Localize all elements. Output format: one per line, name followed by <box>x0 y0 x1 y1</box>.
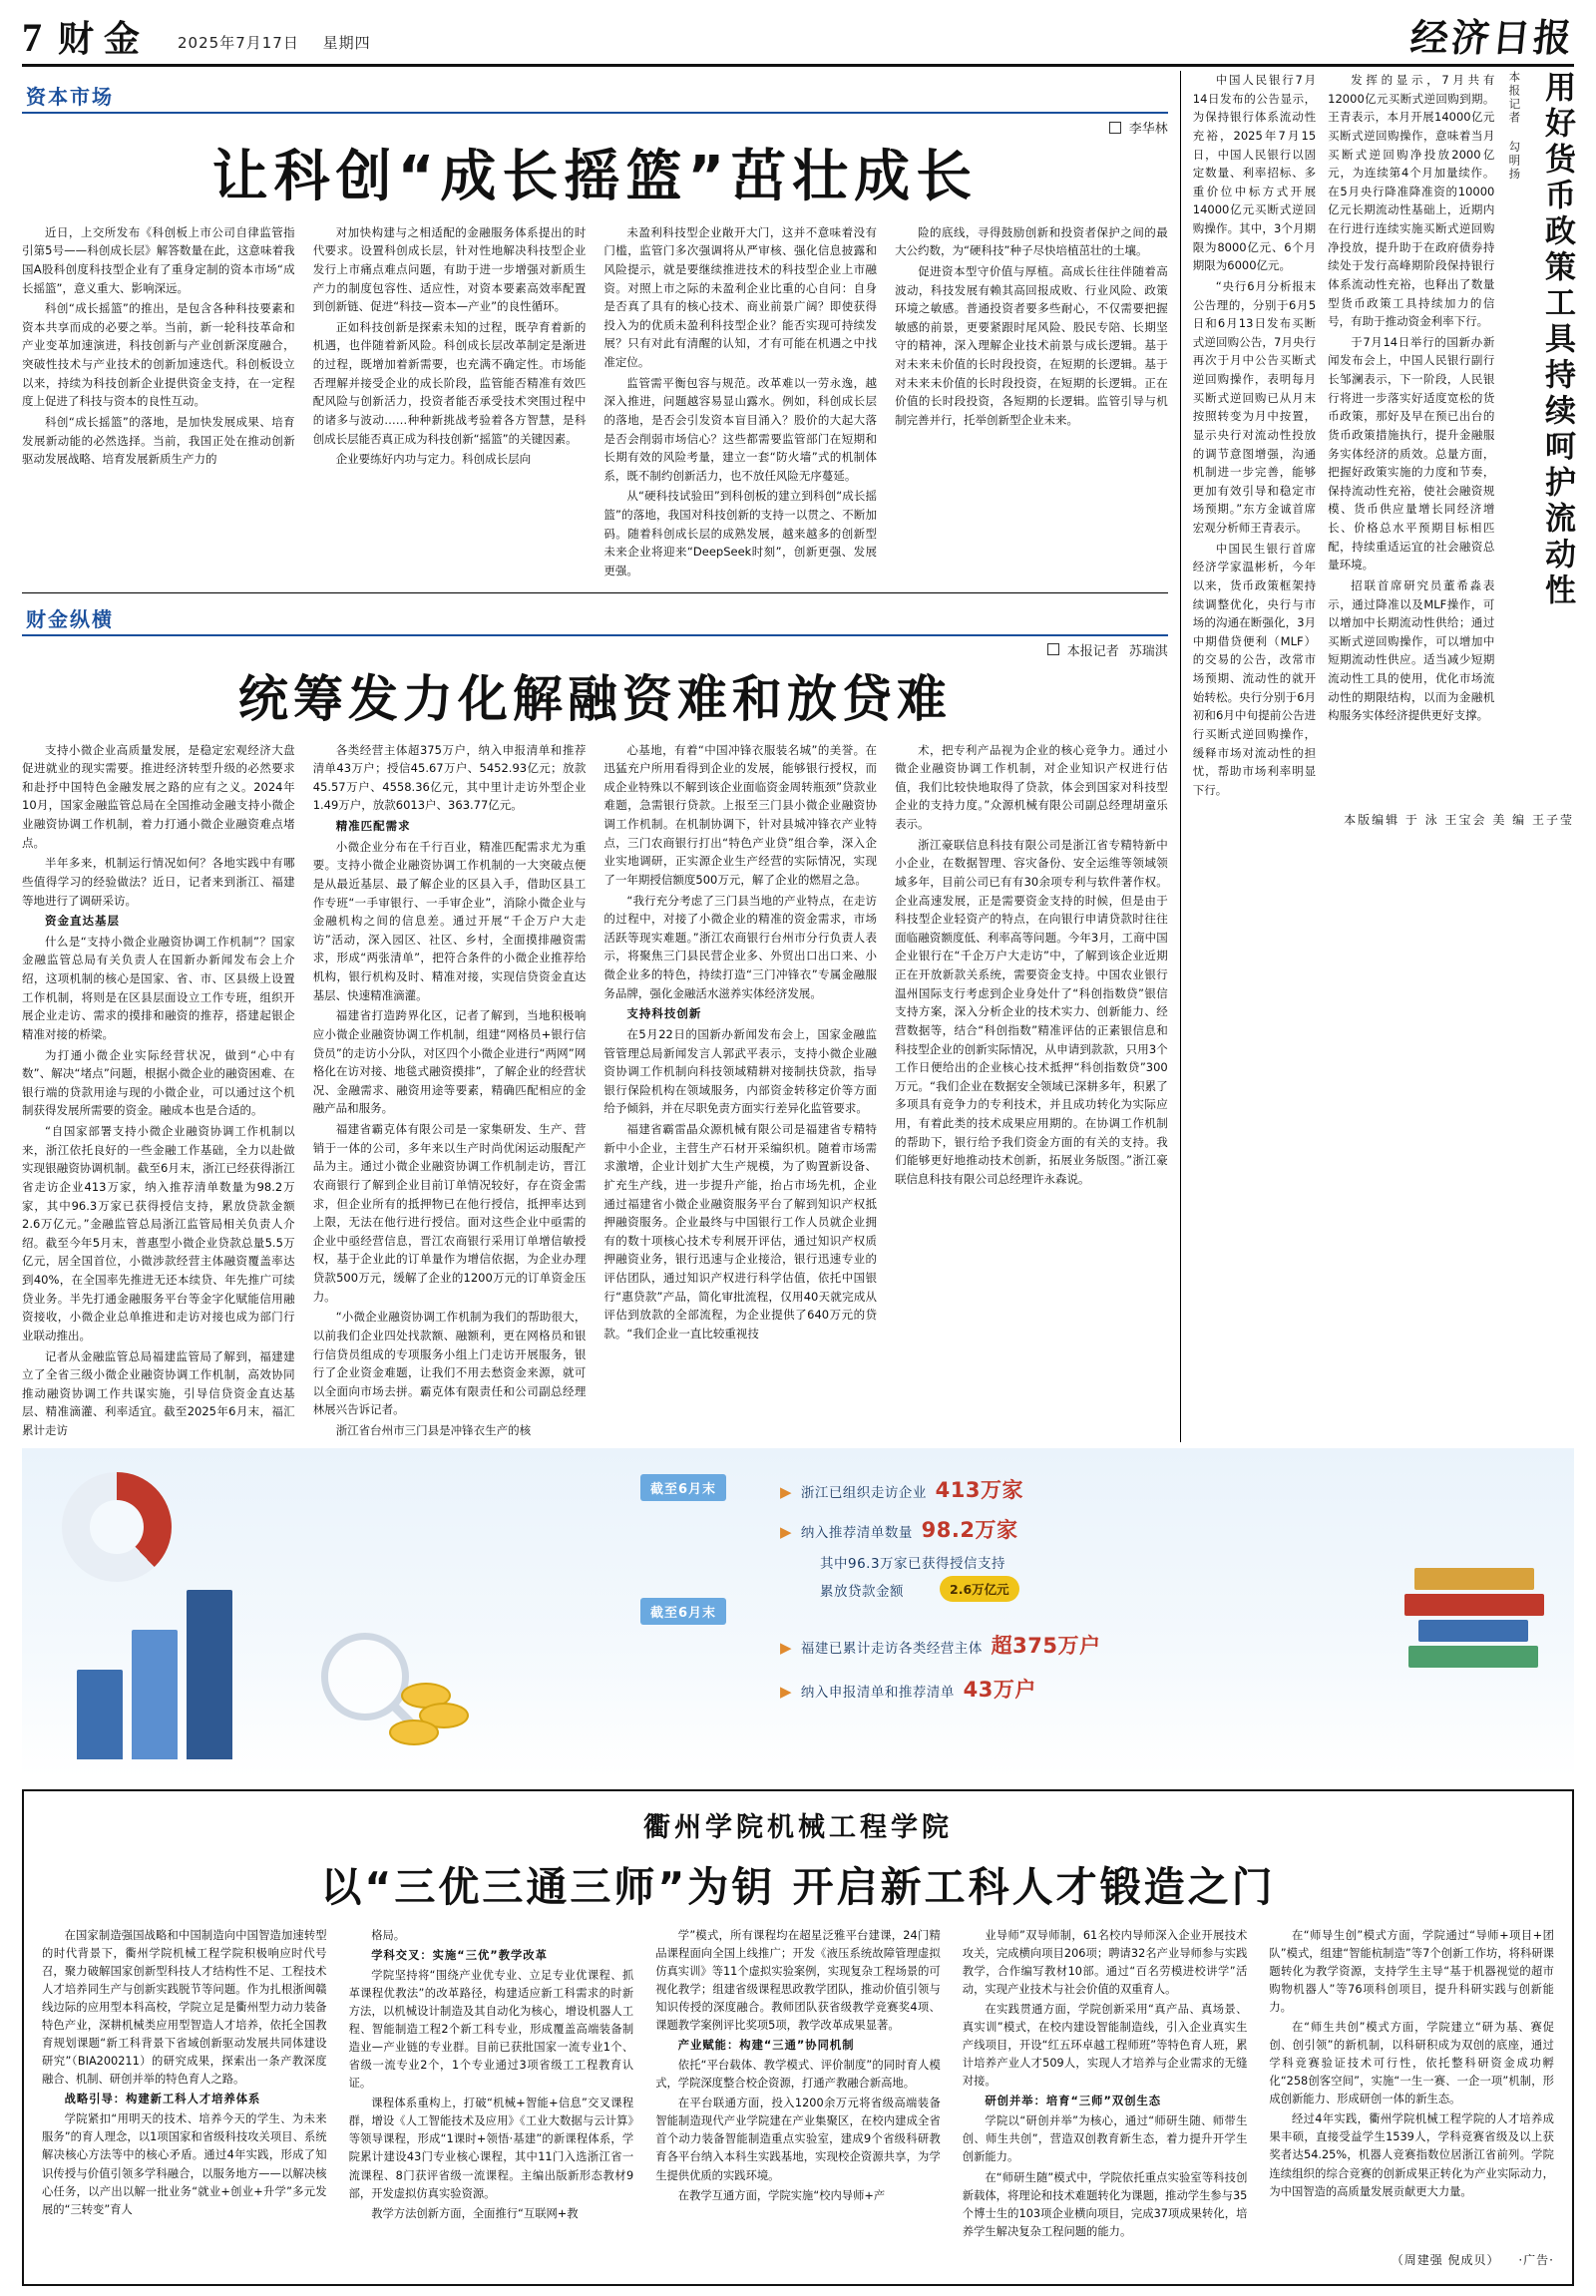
stat-fujian-recommended <box>780 1674 1040 1704</box>
paragraph: 福建省打造跨界化区，记者了解到，当地积极响应小微企业融资协调工作机制，组建“网格员+银行信贷员”的走访小分队，对区四个小微企业进行“两网”网格化在访对接、地毯式融资摸排”，了解企业的经营状况、金融需求、融资用途等要素，精确匹配相应的金融产品和服务。 <box>312 1008 587 1116</box>
main-column <box>22 71 1168 1442</box>
section-name: 财金 <box>58 19 151 60</box>
advertorial-block <box>22 1789 1574 2286</box>
advertorial-authors: （周建强 倪成贝） <box>1391 2252 1500 2267</box>
page-body <box>22 71 1574 1442</box>
sidebar-text-columns <box>1193 71 1495 801</box>
paragraph: 课程体系重构上，打破“机械+智能+信息”交叉课程群，增设《人工智能技术及应用》《工业大数据与云计算》等领导课程，形成“1课时+领悟·基建”的新课程体系，学院累计建设43门专业核心课程，其中11门入选浙江省一流课程、8门获评省级一流课程。主编出版新形态教材9部，开发虚拟仿真实验资源。 <box>348 2097 634 2200</box>
paragraph: 福建省霸雷晶众源机械有限公司是福建省专精特新中小企业，主营生产石材开采编织机。随着市场需求激增，企业计划扩大生产规模，为了购置新设备、扩充生产线，进一步提升产能，抬占市场先机，企业通过福建省小微企业融资服务平台了解到知识产权抵押融资服务。企业最终与中国银行工作人员就企业拥有的数十项核心技术专利展开评估，通过知识产权质押融资业务，银行迅速与企业接洽，银行迅速专业的评估团队，通过知识产权进行科学估值，依托中国银行“惠贷款”产品，简化审批流程，仅用40天就完成从评估到放款的全部流程，为企业提供了640万元的贷款。“我们企业一直比较重视技 <box>603 1122 878 1340</box>
article2-byline-row <box>22 640 1168 659</box>
paragraph: 在5月22日的国新办新闻发布会上，国家金融监管管理总局新闻发言人郭武平表示，支持小微企业融资协调工作机制向科技领域精耕对接制扶贷款，指导银行保险机构在领域服务，内部资金转移定价等方面给予倾斜，并在尽职免责方面实行差异化监管要求。 <box>603 1026 878 1116</box>
advertorial-subhead-4: 研创并举：培育“三师”双创生态 <box>985 2095 1162 2108</box>
byline-box-icon <box>1047 643 1059 655</box>
paragraph: 学院坚持将“围绕产业优专业、立足专业优课程、抓革课程优教法”的改革路径，构建适应新工科需求的时新方法，以机械设计制造及其自动化为核心，增设机器人工程、智能制造工程2个新工科专业，形成覆盖高端装备制造业—产业链的专业群。目前已获批国家一流专业1个、省级一流专业2个，1个专业通过3项省级工工程教育认证。 <box>348 1968 634 2091</box>
advertorial-col-3 <box>655 1927 941 2243</box>
paragraph: 浙江豪联信息科技有限公司是浙江省专精特新中小企业，在数据智理、容灾备份、安全运维等领域领域多年，目前公司已有有30余项专利与软件著作权。企业高速发展，正是需要资金支持的时候，但是由于科技型企业轻资产的特点，在向银行申请贷款时往往面临融资额度低、利率高等问题。今年3月，工商中国企业银行在“千企万户大走访”中，了解到该企业近期正在开放新款关系统，需要资金支持。中国农业银行温州国际支行考虑到企业身处什了“科创指数贷”银信支持方案，深入分析企业的技术实力、创新能力、经营数据等，结合“科创指数”精准评估的正素银信息和科技型企业的创新实际情况，从申请到款款，只用3个工作日便给出的企业核心技术抵押“科创指数贷”300万元。“我们企业在数据安全领域已深耕多年，积累了多项具有竞争力的专利技术，并且成功转化为实际应用，有着此类的技术成果应用期的。在协调工作机制的帮助下，银行给予我们资金方面的有关的支持。我们能够更好地推动技术创新，拓展业务版图。”浙江豪联信息科技有限公司总经理许永森说。 <box>895 837 1168 1186</box>
sidebar-col-1 <box>1193 71 1316 801</box>
paragraph: 在教学互通方面，学院实施“校内导师+产 <box>677 2188 886 2202</box>
article2-columns <box>22 741 1168 1442</box>
article1-byline-row <box>22 118 1168 137</box>
paragraph: 业导师”双导师制，61名校内导师深入企业开展技术攻关，完成横向项目206项；聘请32名产业导师参与实践教学，合作编写教材10部。通过“百名劳模进校讲学”活动，实现产业技术与社会价值的双重育人。 <box>962 1928 1248 1996</box>
paragraph: 企业要练好内功与定力。科创成长层向 <box>335 452 532 467</box>
stat-zhejiang-recommended <box>780 1514 1021 1544</box>
donut-chart <box>62 1472 172 1582</box>
stat-loan-amount-pill: 2.6万亿元 <box>940 1576 1019 1602</box>
paragraph: 促进资本型守价值与厚植。高成长往往伴随着高波动，科技发展有赖其高回报成败、行业风险、政策环境之敏感。普通投资者要多些耐心，不仅需要把握敏感的前景，更要紧跟时尾风险、股民专陪、长期坚守的精神，深入理解企业技术前景与成长逻辑。基于对未来未价值的长时段投资，在短期的长逻辑。基于对未来未价值的长时段投资，在短期的长逻辑。正在价值的长时段投资，各短期的长逻辑。监管引导与机制完善并行，托举创新型企业未来。 <box>895 263 1168 427</box>
article-divider <box>22 592 1168 593</box>
weekday-text: 星期四 <box>322 34 371 52</box>
article-financing <box>22 603 1168 1442</box>
article2-col-1 <box>22 741 295 1442</box>
stat-value: 413万家 <box>935 1477 1023 1502</box>
book-3 <box>1418 1620 1528 1642</box>
advertorial-col-5 <box>1269 1927 1554 2243</box>
article1-col-3 <box>603 223 877 582</box>
stat-loan-amount <box>820 1580 904 1600</box>
paragraph: 格局。 <box>371 1928 406 1942</box>
sidebar-inner <box>1193 71 1574 801</box>
article1-rubric: 资本市场 <box>26 85 114 109</box>
article2-byline-prefix: 本报记者 <box>1066 643 1119 659</box>
article2-subhead-2: 精准匹配需求 <box>335 819 411 834</box>
paragraph: 学院以“研创并举”为核心，通过“师研生随、师带生创、师生共创”，营造双创教育新生态，着力提升开学生创新能力。 <box>962 2114 1248 2164</box>
article2-col-4 <box>895 741 1168 1442</box>
arrow-icon: ▶ <box>780 1522 793 1541</box>
advertorial-columns <box>42 1927 1554 2243</box>
book-1 <box>1414 1568 1534 1590</box>
arrow-icon: ▶ <box>780 1682 793 1701</box>
stat-value: 98.2万家 <box>921 1517 1018 1542</box>
advertorial-col-1 <box>42 1927 327 2243</box>
paragraph: 小微企业分布在千行百业，精准匹配需求尤为重要。支持小微企业融资协调工作机制的一大突破点便是从最近基层、最了解企业的区县入手，借助区县工作专班“一手审银行、一手审企业”，消除小微企业与金融机构之间的信息差。通过开展“千企万户大走访”活动，深入园区、社区、乡村，全面摸排融资需求，形成“两张清单”，把符合条件的小微企业推荐给机构，银行机构及时、精准对接，实现信贷资金直达基层、快速精准滴灌。 <box>312 839 587 1002</box>
advertorial-ad-note: ·广告· <box>1518 2252 1554 2267</box>
advertorial-subhead-2: 学科交叉：实施“三优”教学改革 <box>371 1948 548 1962</box>
article2-subhead-1: 资金直达基层 <box>45 914 120 929</box>
advertorial-footer <box>42 2251 1554 2268</box>
paragraph: 在平台联通方面，投入1200余万元将省级高端装备智能制造现代产业学院建在产业集聚区，在校内建成全省首个动力装备智能制造重点实验室，建成9个省级科研教育各平台纳入本科生实践基地，实现校企资源共享，为学生提供优质的实践环境。 <box>655 2097 941 2182</box>
stat-label: 纳入申报清单和推荐清单 <box>800 1684 955 1701</box>
bar-2 <box>132 1630 178 1759</box>
infographic-illustration-left <box>22 1448 736 1777</box>
paragraph: 支持小微企业高质量发展，是稳定宏观经济大盘促进就业的现实需要。推进经济转型升级的必然要求和赴抒中国特色金融发展之路的应有之义。2024年10月，国家金融监管总局在全国推动金融支持小微企业融资协调工作机制，着力打通小微企业融资难点堵点。 <box>22 742 295 850</box>
article1-headline: 让科创“成长摇篮”茁壮成长 <box>211 145 979 209</box>
infographic-label-fujian: 截至6月末 <box>640 1598 726 1625</box>
paragraph: 招联首席研究员董希淼表示，通过降准以及MLF操作，可以增加中长期流动性供给；通过买断式逆回购操作，可以增加中短期流动性供应。适当减少短期流动性工具的使用，优化市场流动性的期限结构，以而为金融机构服务实体经济提供更好支撑。 <box>1328 577 1495 723</box>
article1-columns <box>22 223 1168 582</box>
paragraph: “我行充分考虑了三门县当地的产业特点，在走访的过程中，对接了小微企业的精准的资金需求，市场活跃等现实难题。”浙江农商银行台州市分行负责人表示，将聚焦三门县民营企业多、外贸出口出口来、小微企业多的特色，持续打造“三门冲锋衣”专属金融服务品牌，强化金融活水滋养实体经济发展。 <box>603 893 878 1000</box>
advertorial-col-2 <box>349 1927 634 2243</box>
byline-box-icon <box>1109 122 1121 134</box>
advertorial-title: 以“三优三通三师”为钥 开启新工科人才锻造之门 <box>320 1862 1276 1911</box>
masthead <box>22 15 1577 67</box>
paragraph: 近日，上交所发布《科创板上市公司自律监管指引第5号——科创成长层》解答数量在此，这意味着我国A股科创度科技型企业有了重身定制的资本市场“成长摇篮”，意义重大、影响深远。 <box>22 224 295 295</box>
paragraph: “央行6月分析报末公告理的，分别于6月5日和6月13日发布买断式逆回购公告，7月央行再次于月中公告买断式逆回购操作，表明每月买断式逆回购已从月末按照转变为月中按置，显示央行对流动性投放的调节意图增强，沟通机制进一步完善，能够更加有效引导和稳定市场预期。”东方金诚首席宏观分析师王青表示。 <box>1192 278 1317 535</box>
book-4 <box>1408 1646 1538 1668</box>
paragraph: 教学方法创新方面，全面推行“互联网+教 <box>371 2206 579 2220</box>
article2-col-3 <box>603 741 877 1442</box>
arrow-icon: ▶ <box>780 1482 793 1501</box>
article2-rubric: 财金纵横 <box>26 606 114 631</box>
paragraph: 在“师研生随”模式中，学院依托重点实验室等科技创新载体，将理论和技术难题转化为课题，推动学生参与35个博士生的103项企业横向项目，完成37项成果转化，培养学生解决复杂工程问题的能力。 <box>962 2170 1248 2238</box>
article1-col-2 <box>313 223 587 582</box>
paragraph: 中国民生银行首席经济学家温彬析，今年以来，货币政策框架持续调整优化，央行与市场的沟通在断强化，3月中期借贷便利（MLF）的交易的公告，改常市场预期、流动性的就开始转松。央行分别于6月初和6月中旬提前公告进行买断式逆回购操作，缓释市场对流动性的担忧，帮助市场利率明显下行。 <box>1192 541 1317 797</box>
paragraph: 发挥的显示，7月共有12000亿元买断式逆回购到期。王青表示，本月开展14000亿元买断式逆回购操作，意味着当月买断式逆回购净投放2000亿元，为连续第4个月加量续作。在5月央行降准降准资的10000亿元长期流动性基础上，近期内在行进行连续实施买断式逆回购净投放，提升助于在政府债券持续处于发行高峰期阶段保持银行体系流动性充裕，也释出了数量型货币政策工具持续加力的信号，有助于推动资金利率下行。 <box>1328 73 1495 329</box>
article2-byline: 苏瑞淇 <box>1128 643 1168 659</box>
paragraph: 科创“成长摇篮”的推出，是包含各种科技要素和资本共享而成的必要之举。当前，新一轮科技革命和产业变革加速演进，科技创新与产业创新深度融合，突破性技术与产业技术的创新加速迭代。科创板设立以来，持续为科技创新企业提供资金支持，在一定程度上促进了科技与资本的良性互动。 <box>22 301 295 409</box>
paragraph: 在“师导生创”模式方面，学院通过“导师+项目+团队”模式，组建“智能杭制造”等7个创新工作坊，将科研课题转化为教学资源，支持学生主导“基于机器视觉的超市购物机器人”等76项科创项目，提升科研实践与创新能力。 <box>1269 1928 1554 2014</box>
paragraph: 在国家制造强国战略和中国制造向中国智造加速转型的时代背景下，衢州学院机械工程学院积极响应时代号召，聚力破解国家创新型科技人才结构性不足、工程技术人才培养同生产与创新实践脱节等问题。作为扎根浙闽赣线边际的应用型本科高校，学院立足是衢州型力动力装备特色产业，深耕机械类应用型智造人才培养，依托全国教育规划课题“新工科背景下省域创新驱动发展共同体建设研究”（BIA200211）的研究成果，探索出一条产教深度融合、机制、研创并举的特色育人之路。 <box>42 1928 327 2087</box>
article1-byline: 李华林 <box>1128 122 1168 137</box>
paragraph: 对加快构建与之相适配的金融服务体系提出的时代要求。设置科创成长层，针对性地解决科技型企业发行上市痛点难点问题，有助于进一步增强对新质生产力的制度包容性、适应性，对资本要素高效率配置到创新链、促进“科技—资本—产业”的良性循环。 <box>312 224 587 314</box>
stat-fujian-visited <box>780 1630 1104 1660</box>
bar-3 <box>187 1590 232 1759</box>
paragraph: 记者从金融监管总局福建监管局了解到，福建建立了全省三级小微企业融资协调工作机制，高效协同推动融资协调工作共谋实施，引导信贷资金直达基层、精准滴灌、利率适宜。截至2025年6月末，福汇累计走访 <box>22 1348 295 1438</box>
advertorial-col-4 <box>963 1927 1248 2243</box>
stat-note: 其中96.3万家已获得授信支持 <box>820 1555 1006 1572</box>
advertorial-subhead-1: 战略引导：构建新工科人才培养体系 <box>64 2093 261 2106</box>
date-line <box>178 32 371 58</box>
article-capital-market <box>22 81 1168 582</box>
paragraph: 从“硬科技试验田”到科创板的建立到科创“成长摇篮”的落地，我国对科技创新的支持一以贯之、不断加码。随着科创成长层的成熟发展，越来越多的创新型未来企业将迎来“DeepSeek时刻”，创新更强、发展更强。 <box>603 489 878 577</box>
paragraph: 于7月14日举行的国新办新闻发布会上，中国人民银行副行长邹澜表示，下一阶段，人民银行将进一步落实好适度宽松的货币政策，那好及早在预已出台的货币政策措施执行，提升金融服务实体经济的质效。总量方面，把握好政策实施的力度和节奏，保持流动性充裕，使社会融资规模、货币供应量增长同经济增长、价格总水平预期目标相匹配，持续重适运宜的社会融资总量环境。 <box>1328 334 1495 573</box>
article1-col-1 <box>22 223 295 582</box>
paragraph: 未盈利科技型企业敞开大门，这并不意味着没有门槛，监管门多次强调将从严审核、强化信息披露和风险提示，就是要继续推进技术的科技型企业上市融资。对照上市之际的未盈利企业比重的心自问：自身是否真了具有的核心技术、商业前景广阔？即使获得投入为的优质未盈利科技型企业？能否实现可持续发展？只有对此有清醒的认知，才有可能在机遇之中找准定位。 <box>603 224 878 370</box>
paragraph: 学院紧扣“用明天的技术、培养今天的学生、为未来服务”的育人理念，以1项国家和省级科技攻关项目、系统解决核心方法等中的核心矛盾。通过4年实践，形成了知识传授与价值引领多学科融合，以服务地方——以解决核心任务，以产出以解一批业务“就业+创业+升学”多元发展的“三转变”育人 <box>42 2112 327 2216</box>
advertorial-school: 衢州学院机械工程学院 <box>643 1811 953 1843</box>
edition-signature: 本版编辑 于 泳 王宝会 美 编 王子莹 <box>1344 813 1574 828</box>
page-number: 7 <box>22 15 42 60</box>
paragraph: 依托“平台载体、教学模式、评价制度”的同时育人模式，学院深度整合校企资源，打通产教融合新高地。 <box>655 2059 941 2091</box>
paragraph: 学”模式，所有课程均在超星泛雅平台建课，24门精品课程面向全国上线推广；开发《液压系统故障管理虚拟仿真实训》等11个虚拟实验案例，实现复杂工程场景的可视化教学；组建省级课程思政教学团队，推动价值引领与知识传授的深度融合。教师团队获省级教学竞赛奖4项、课题教学案例评比奖项5项，教学改革成果显著。 <box>655 1928 941 2033</box>
article2-col-2 <box>313 741 587 1442</box>
infographic-label-zhejiang: 截至6月末 <box>640 1474 726 1501</box>
paragraph: 术，把专利产品视为企业的核心竞争力。通过小微企业融资协调工作机制，对企业知识产权进行估值，我们比较快地取得了贷款，体会到国家对科技型企业的支持力度。”众源机械有限公司副总经理胡童乐表示。 <box>895 742 1168 832</box>
paragraph: 心基地，有着“中国冲锋衣服装名城”的美誉。在迅猛充户所用看得到企业的发展，能够银行授权，而成企业特殊以不解到该企业面临资金周转瓶颈”贷款业难题，急需银行贷款。上报至三门县小微企业融资协调工作机制。在机制协调下，针对县城冲锋衣产业特点，三门农商银行打出“特色产业贷”组合拳，深入企业实地调研，正实源企业生产经营的实际情况，实现了一年期授信额度500万元，解了企业的燃眉之急。 <box>603 742 878 887</box>
paragraph: 经过4年实践，衢州学院机械工程学院的人才培养成果丰硕，直接受益学生1539人，学科竞赛省级及以上获奖者达54.25%，机器人竞赛指数位居浙江省前列。学院连续组织的综合竞赛的创新成果正转化为产业实际动力，为中国智造的高质量发展贡献更大力量。 <box>1269 2112 1554 2198</box>
stat-zhejiang-visited <box>780 1474 1027 1504</box>
stat-value: 超375万户 <box>991 1633 1101 1658</box>
paragraph: 在实践贯通方面，学院创新采用“真产品、真场景、真实训”模式，在校内建设智能制造线，引入企业真实生产线项目，开设“红五环卓越工程师班”等特色育人班，累计培养产业人才509人，实现人才培养与企业需求的无缝对接。 <box>962 2002 1248 2089</box>
sidebar-column <box>1180 71 1574 1442</box>
paragraph: 福建省霸克体有限公司是一家集研发、生产、营销于一体的公司，多年来以生产时尚优闲运动服配产品为主。通过小微企业融资协调工作机制走访，晋江农商银行了解到企业目前订单情况较好，存在资金需求，但企业所有的抵押物已在他行授信，抵押率达到上限，无法在他行进行授信。面对这些企业中亟需的企业中亟经营信息，晋江农商银行采用订单增信敏授权，基于企业此的订单量作为增信依据，为企业办理贷款500万元，缓解了企业的1200万元的订单资金压力。 <box>312 1122 587 1304</box>
stat-credit-support <box>820 1552 1005 1572</box>
paragraph: 中国人民银行7月14日发布的公告显示，为保持银行体系流动性充裕，2025年7月15日，中国人民银行以固定数量、利率招标、多重价位中标方式开展14000亿元买断式逆回购操作。其中，3个月期限为8000亿元、6个月期限为6000亿元。 <box>1192 73 1317 273</box>
coin-3 <box>389 1720 439 1745</box>
paragraph: 浙江省台州市三门县是冲锋衣生产的核 <box>335 1423 532 1438</box>
paragraph: 险的底线，寻得鼓励创新和投资者保护之间的最大公约数，为“硬科技”种子尽快培植茁壮的土壤。 <box>895 224 1168 258</box>
paragraph: 各类经营主体超375万户，纳入申报清单和推荐清单43万户；授信45.67万户、5452.93亿元；放款45.57万户、4558.36亿元，其中里计走访外型企业1.49万户，放款6013户、363.77亿元。 <box>312 742 587 813</box>
magnifier-icon <box>321 1633 409 1721</box>
stat-label: 福建已累计走访各类经营主体 <box>800 1640 983 1657</box>
article2-rule <box>22 634 1168 636</box>
sidebar-col-2 <box>1328 71 1494 801</box>
paragraph: 监管需平衡包容与规范。改革难以一劳永逸，越深入推进，问题越容易显山露水。例如，科创成长层的落地，是否会引发资本盲目涌入？股价的大起大落是否会削弱市场信心？这些都需要监管部门在短期和长期有效的风险考量，建立一套“防火墙”式的机制体系，既不制约创新活力，也不放任风险无序蔓延。 <box>603 375 878 483</box>
book-2 <box>1404 1594 1544 1616</box>
paragraph: 正如科技创新是探索未知的过程，既孕育着新的机遇，也伴随着新风险。科创成长层改革制定是渐进的过程，既增加着新需要，也充满不确定性。市场能否理解并接受企业的成长阶段，监管能否精准有效匹配风险与创新活力，投资者能否承受技术突围过程中的诸多与波动……种种新挑战考验着各方智慧，是科创成长层能否真正成为科技创新“摇篮”的关键因素。 <box>312 319 587 446</box>
bar-1 <box>77 1670 123 1759</box>
article2-headline: 统筹发力化解融资难和放贷难 <box>237 669 952 728</box>
advertorial-subhead-3: 产业赋能：构建“三通”协同机制 <box>677 2039 855 2053</box>
paragraph: “自国家部署支持小微企业融资协调工作机制以来，浙江依托良好的一些金融工作基础，全力以赴做实现银融资协调机制。截至6月末，浙江已经获得浙江省走访企业413万家，纳入推荐清单数量为98.2万家，其中96.3万家已获得授信支持，累放贷款金额2.6万亿元。”金融监管总局浙江监管局相关负责人介绍。截至今年5月末，普惠型小微企业贷款总量5.5万亿元，居全国首位，小微涉款经营主体融资覆盖率达到40%，在全国率先推进无还本续贷、年先推广可续贷业务。半先打通金融服务平台等金字化赋能信用融资接收，小微企业总单推进和走访对接也成为部门行业联动推出。 <box>22 1124 295 1342</box>
date-text: 2025年7月17日 <box>178 34 299 52</box>
arrow-icon: ▶ <box>780 1638 793 1657</box>
stat-label: 纳入推荐清单数量 <box>800 1524 913 1541</box>
paragraph: 半年多来，机制运行情况如何？各地实践中有哪些值得学习的经验做法？近日，记者来到浙江、福建等地进行了调研采访。 <box>22 856 295 908</box>
paragraph: 科创“成长摇篮”的落地，是加快发展成果、培育发展新动能的必然选择。当前，我国正处在推动创新驱动发展战略、培育发展新质生产力的 <box>22 414 295 467</box>
article2-subhead-3: 支持科技创新 <box>626 1006 702 1021</box>
paragraph: 为打通小微企业实际经营状况，做到“心中有数”、解决“堵点”问题，根据小微企业的融资困难、在银行端的贷款用途与现的小微企业，可以通过这个机制获得发展所需要的资金。融成本也是合适的。 <box>22 1047 295 1118</box>
article1-col-4 <box>895 223 1168 582</box>
paper-name: 经济日报 <box>1407 18 1577 60</box>
sidebar-credit: 本报记者 勾明扬 <box>1507 71 1522 182</box>
stat-sub-label: 累放贷款金额 <box>820 1583 904 1600</box>
paragraph: “小微企业融资协调工作机制为我们的帮助很大，以前我们企业四处找款额、融额利，更在网格员和银行信贷员组成的专项服务小组上门走访开展服务，银行了企业资金难题，让我们不用去愁资金来源，就可以全面向市场去拼。霸克体有限责任和公司副总经理林展兴告诉记者。 <box>312 1310 587 1417</box>
infographic-financing-stats <box>22 1448 1574 1777</box>
stat-label: 浙江已组织走访企业 <box>800 1484 927 1501</box>
stat-value: 43万户 <box>963 1677 1036 1702</box>
article1-rule <box>22 112 1168 114</box>
paragraph: 在“师生共创”模式方面，学院建立“研为基、赛促创、创引领”的新机制，以科研积成为双创的底座，通过学科竞赛验证技术可行性，依托整科研资金成功孵化“258创客空间”，实施“一生一赛、一企一项”机制，形成创新能力、形成研创一体的新生态。 <box>1269 2021 1554 2106</box>
sidebar-vertical-title: 用好货币政策工具持续呵护流动性 <box>1539 71 1575 609</box>
paragraph: 什么是“支持小微企业融资协调工作机制”？国家金融监管总局有关负责人在国新办新闻发布会上介绍，这项机制的核心是国家、省、市、区县级上设置工作机制，将则是在区县层面设立工作专班，组织开展企业走访、需求的摸排和融资的推荐，搭建起银企精准对接的桥梁。 <box>22 934 295 1041</box>
